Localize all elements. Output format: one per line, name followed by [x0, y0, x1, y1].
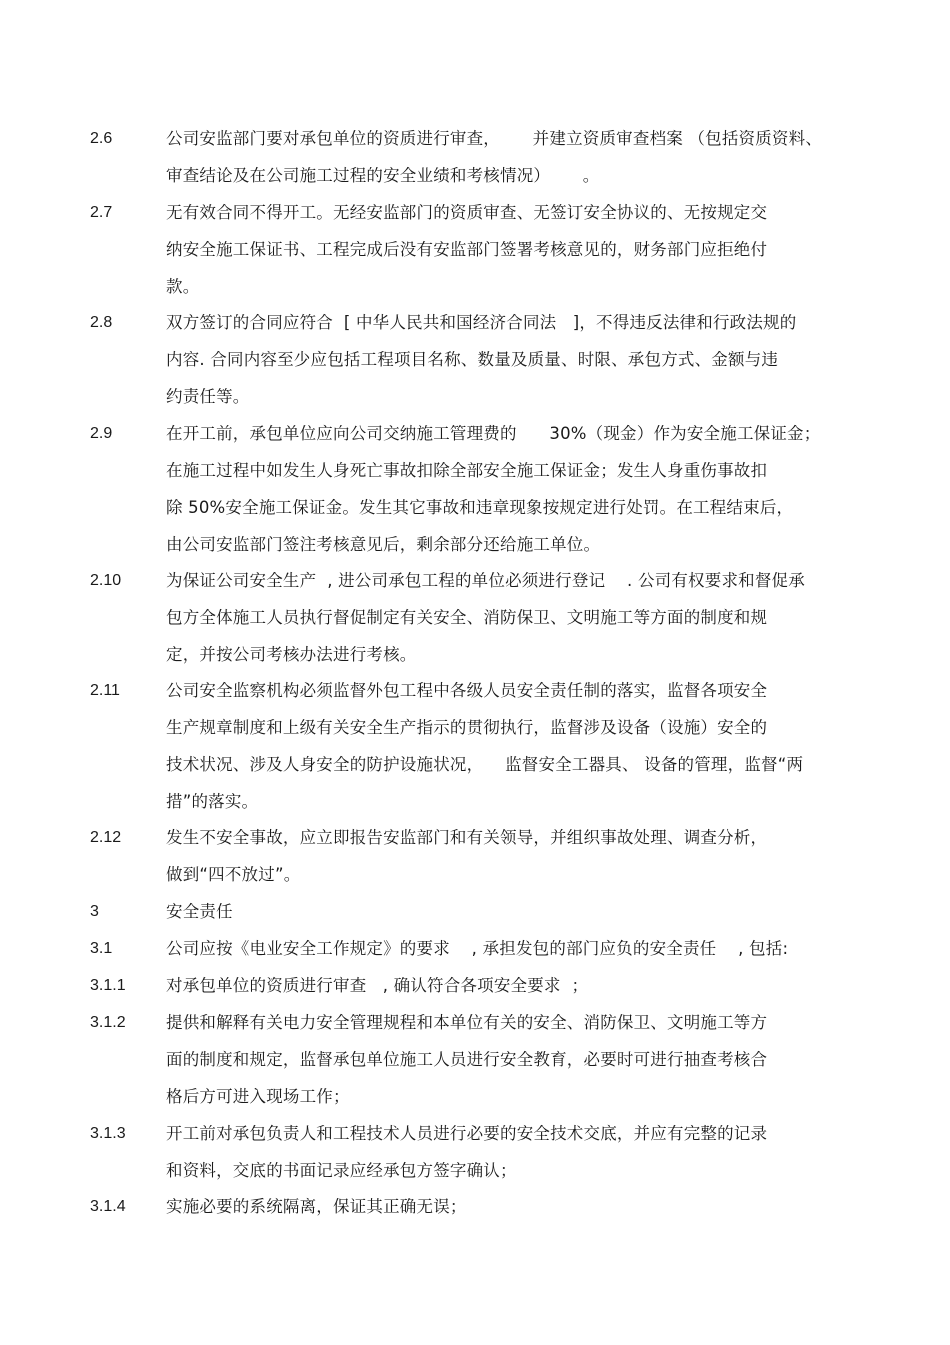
clause-text-line: 除 50%安全施工保证金。发生其它事故和违章现象按规定进行处罚。在工程结束后， [166, 498, 794, 517]
clause-text-line: 双方签订的合同应符合 [ 中华人民共和国经济合同法 ]，不得违反法律和行政法规的 [166, 313, 797, 332]
clause-text-line: 公司安全监察机构必须监督外包工程中各级人员安全责任制的落实，监督各项安全 [166, 681, 768, 700]
clause-text-line: 提供和解释有关电力安全管理规程和本单位有关的安全、消防保卫、文明施工等方 [166, 1013, 768, 1032]
clause-number: 3.1.4 [90, 1198, 126, 1215]
clause-text-line: 实施必要的系统隔离，保证其正确无误； [166, 1197, 467, 1216]
section-number: 3 [90, 903, 99, 920]
clause-text-line: 在开工前，承包单位应向公司交纳施工管理费的 30%（现金）作为安全施工保证金； [166, 424, 821, 443]
clause-number: 3.1.3 [90, 1125, 126, 1142]
clause-text-line: 对承包单位的资质进行审查 , 确认符合各项安全要求 ； [166, 976, 589, 995]
clause-text-line: 和资料，交底的书面记录应经承包方签字确认； [166, 1161, 517, 1180]
clause-text-line: 发生不安全事故，应立即报告安监部门和有关领导，并组织事故处理、调查分析， [166, 828, 768, 847]
clause-text-line: 约责任等。 [166, 387, 250, 406]
clause-text-line: 包方全体施工人员执行督促制定有关安全、消防保卫、文明施工等方面的制度和规 [166, 608, 768, 627]
clause-text-line: 公司应按《电业安全工作规定》的要求 , 承担发包的部门应负的安全责任 , 包括: [166, 939, 789, 958]
clause-text-line: 由公司安监部门签注考核意见后，剩余部分还给施工单位。 [166, 535, 601, 554]
clause-number: 2.9 [90, 425, 113, 442]
clause-text-line: 做到“四不放过”。 [166, 865, 301, 884]
clause-text-line: 生产规章制度和上级有关安全生产指示的贯彻执行，监督涉及设备（设施）安全的 [166, 718, 768, 737]
clause-text-line: 开工前对承包负责人和工程技术人员进行必要的安全技术交底，并应有完整的记录 [166, 1124, 768, 1143]
clause-text-line: 公司安监部门要对承包单位的资质进行审查， 并建立资质审查档案 （包括资质资料、 [166, 129, 823, 148]
clause-number: 2.6 [90, 130, 113, 147]
clause-number: 2.8 [90, 314, 113, 331]
section-title: 安全责任 [166, 902, 233, 921]
clause-text-line: 面的制度和规定，监督承包单位施工人员进行安全教育，必要时可进行抽查考核合 [166, 1050, 768, 1069]
clause-text-line: 措”的落实。 [166, 792, 259, 811]
clause-text-line: 在施工过程中如发生人身死亡事故扣除全部安全施工保证金；发生人身重伤事故扣 [166, 461, 768, 480]
clause-number: 3.1.2 [90, 1014, 126, 1031]
clause-text-line: 内容. 合同内容至少应包括工程项目名称、数量及质量、时限、承包方式、金额与违 [166, 350, 779, 369]
clause-number: 2.11 [90, 682, 120, 699]
clause-text-line: 格后方可进入现场工作； [166, 1087, 350, 1106]
clause-text-line: 为保证公司安全生产 , 进公司承包工程的单位必须进行登记 . 公司有权要求和督促承 [166, 571, 805, 590]
clause-number: 3.1 [90, 940, 113, 957]
clause-text-line: 款。 [166, 277, 200, 296]
clause-text-line: 审查结论及在公司施工过程的安全业绩和考核情况） 。 [166, 166, 600, 185]
clause-number: 2.7 [90, 204, 113, 221]
clause-text-line: 技术状况、涉及人身安全的防护设施状况， 监督安全工器具、 设备的管理，监督“两 [166, 755, 804, 774]
clause-text-line: 纳安全施工保证书、工程完成后没有安监部门签署考核意见的，财务部门应拒绝付 [166, 240, 768, 259]
clause-number: 2.10 [90, 572, 122, 589]
clause-text-line: 定，并按公司考核办法进行考核。 [166, 645, 417, 664]
clause-number: 2.12 [90, 829, 122, 846]
clause-number: 3.1.1 [90, 977, 126, 994]
clause-text-line: 无有效合同不得开工。无经安监部门的资质审查、无签订安全协议的、无按规定交 [166, 203, 768, 222]
